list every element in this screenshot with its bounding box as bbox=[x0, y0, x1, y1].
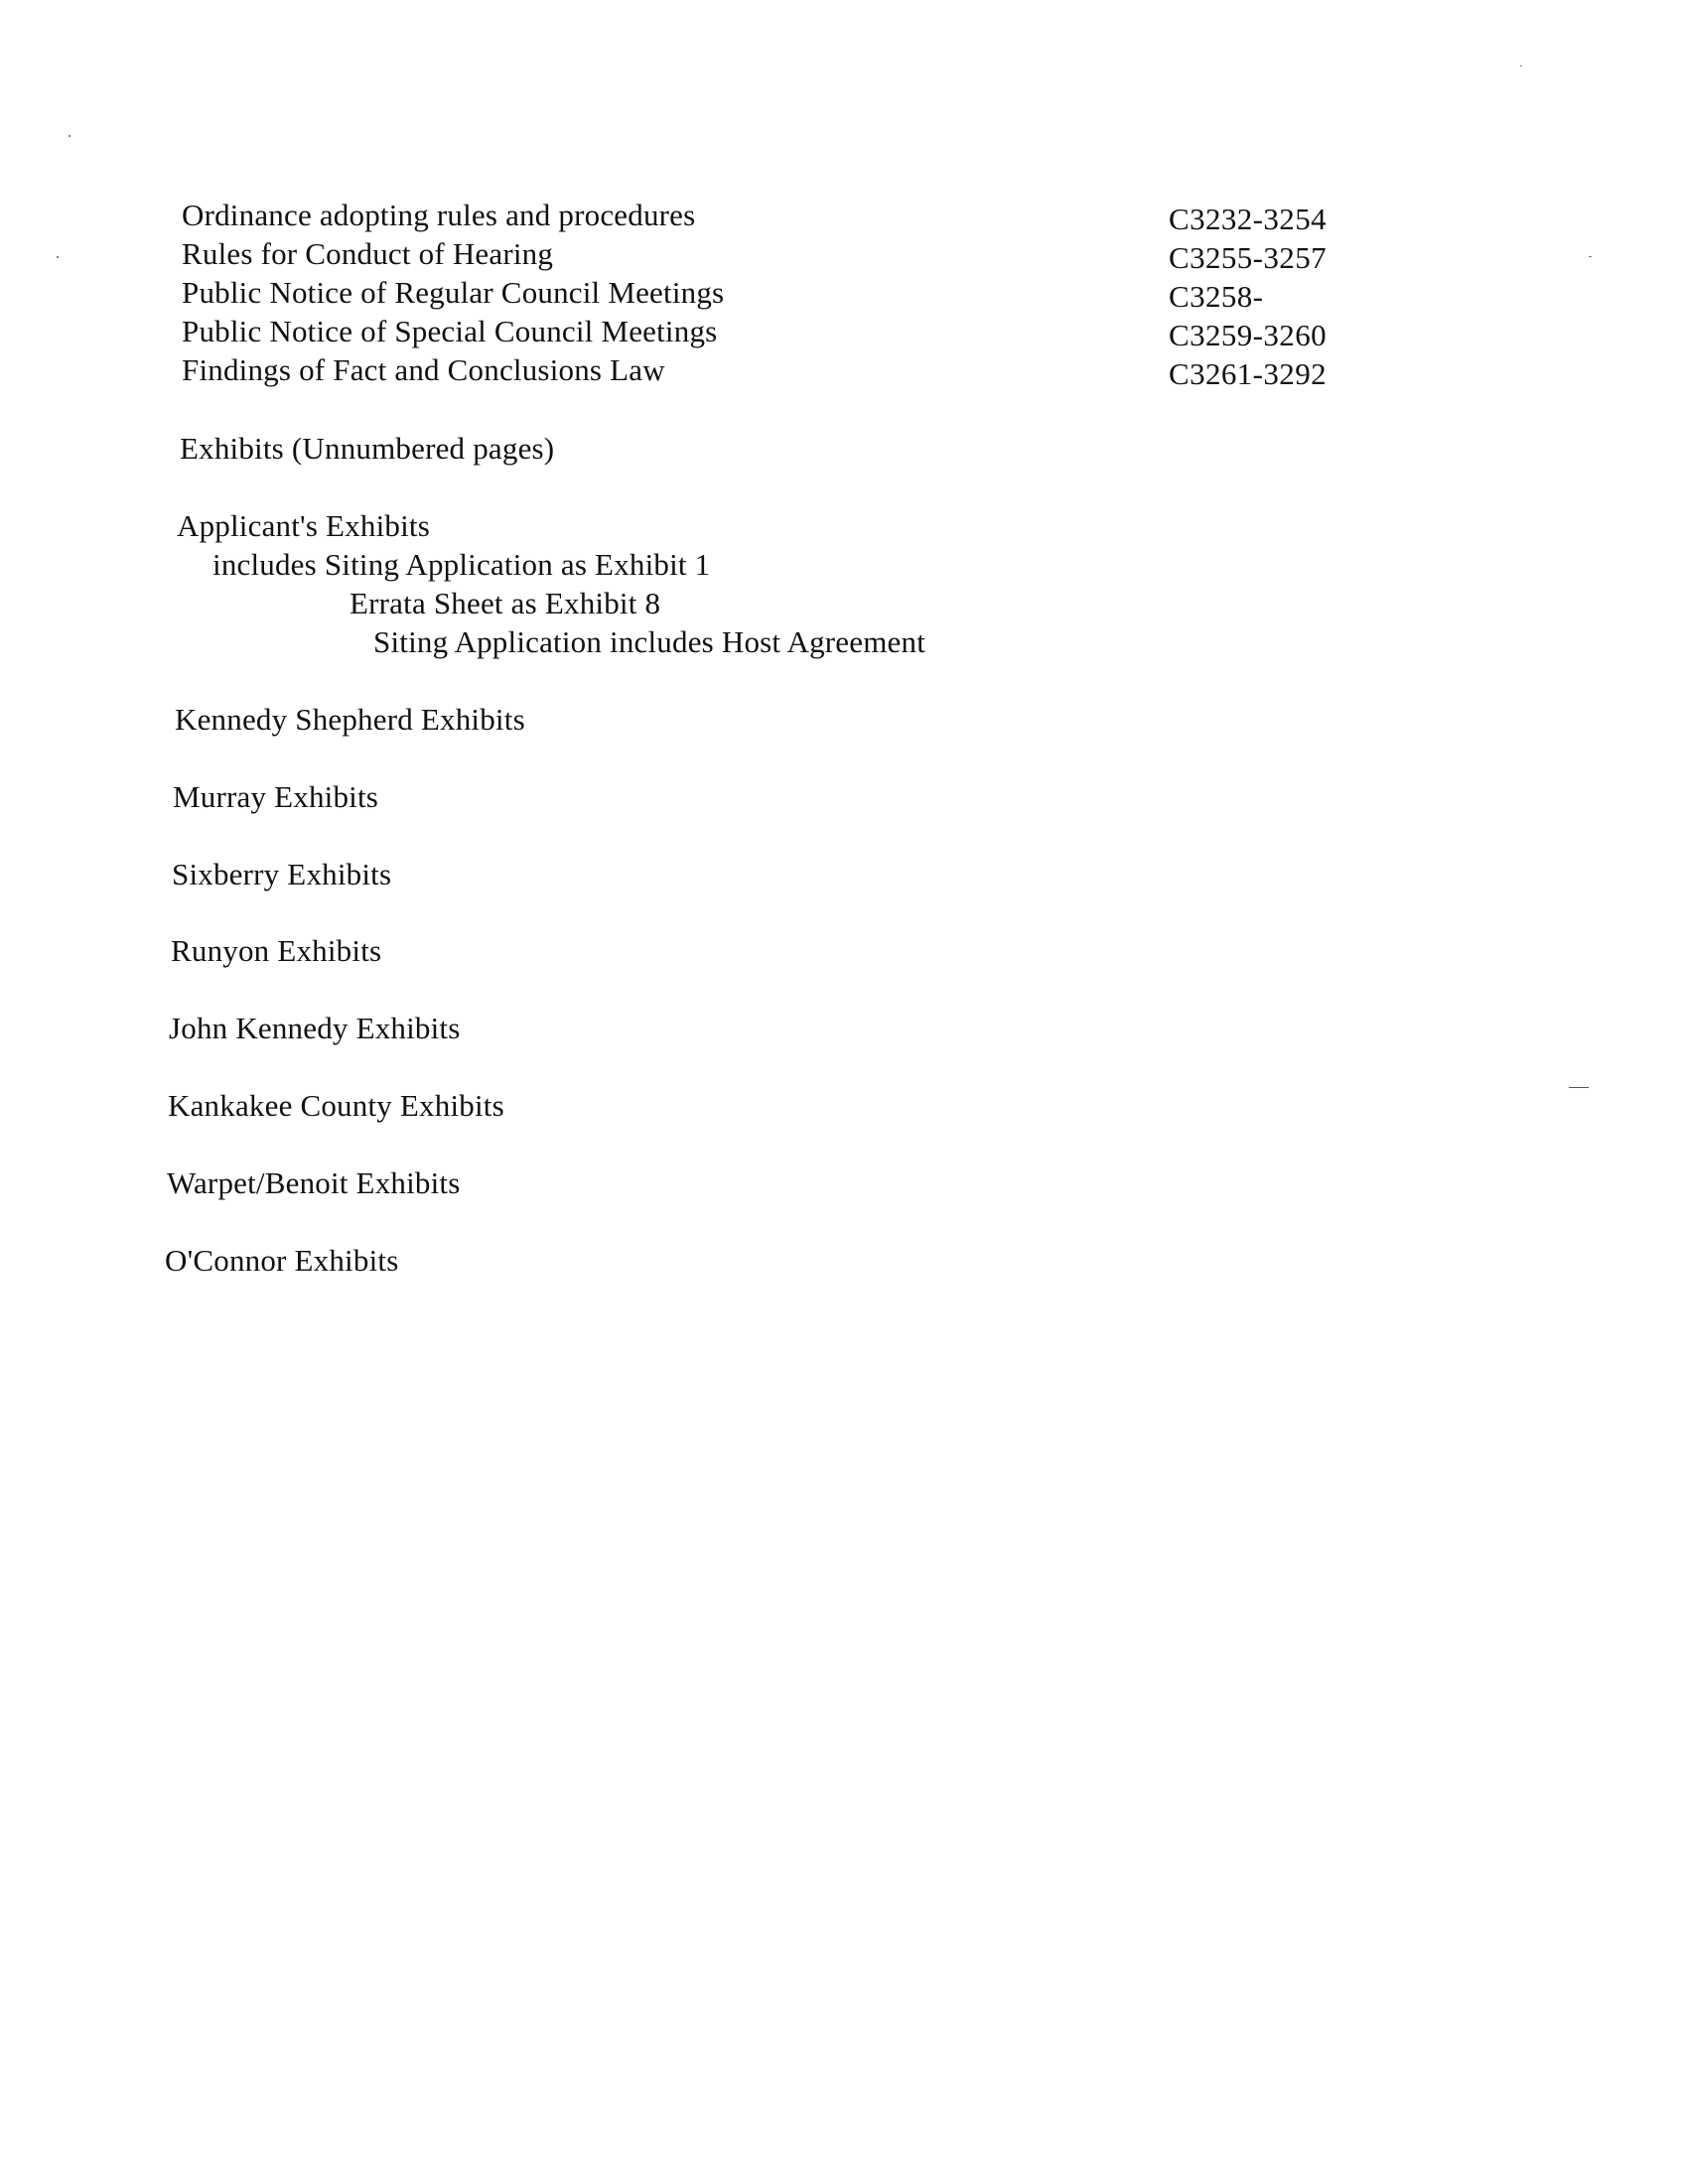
index-row-ref: C3258- bbox=[1169, 279, 1264, 314]
index-row-ref: C3259-3260 bbox=[1169, 318, 1327, 352]
applicant-exhibits-note: Errata Sheet as Exhibit 8 bbox=[350, 586, 661, 620]
applicant-exhibits-note: Siting Application includes Host Agreement bbox=[373, 624, 926, 659]
exhibit-group: Murray Exhibits bbox=[173, 779, 379, 814]
scan-speck bbox=[1520, 66, 1522, 67]
exhibit-group: John Kennedy Exhibits bbox=[169, 1011, 461, 1045]
exhibit-group: Warpet/Benoit Exhibits bbox=[167, 1165, 461, 1200]
exhibits-heading: Exhibits (Unnumbered pages) bbox=[180, 431, 555, 466]
index-row-ref: C3255-3257 bbox=[1169, 240, 1327, 275]
applicant-exhibits-title: Applicant's Exhibits bbox=[177, 508, 430, 543]
index-row-label: Rules for Conduct of Hearing bbox=[182, 236, 554, 271]
scan-speck bbox=[69, 135, 70, 137]
index-row-label: Ordinance adopting rules and procedures bbox=[182, 198, 696, 232]
exhibit-group: O'Connor Exhibits bbox=[165, 1243, 399, 1278]
index-row-label: Public Notice of Regular Council Meetings bbox=[182, 275, 725, 310]
exhibit-group: Kennedy Shepherd Exhibits bbox=[175, 702, 525, 737]
scan-speck bbox=[1569, 1087, 1589, 1088]
exhibit-group: Sixberry Exhibits bbox=[172, 857, 392, 891]
exhibit-group: Kankakee County Exhibits bbox=[168, 1088, 504, 1123]
index-row-label: Findings of Fact and Conclusions Law bbox=[182, 352, 665, 387]
scan-speck bbox=[1589, 256, 1592, 257]
exhibit-group: Runyon Exhibits bbox=[171, 933, 382, 968]
scan-speck bbox=[57, 256, 59, 258]
index-row-ref: C3261-3292 bbox=[1169, 356, 1327, 391]
index-row-ref: C3232-3254 bbox=[1169, 202, 1327, 236]
index-row-label: Public Notice of Special Council Meetings bbox=[182, 314, 718, 348]
applicant-exhibits-note: includes Siting Application as Exhibit 1 bbox=[212, 547, 711, 582]
